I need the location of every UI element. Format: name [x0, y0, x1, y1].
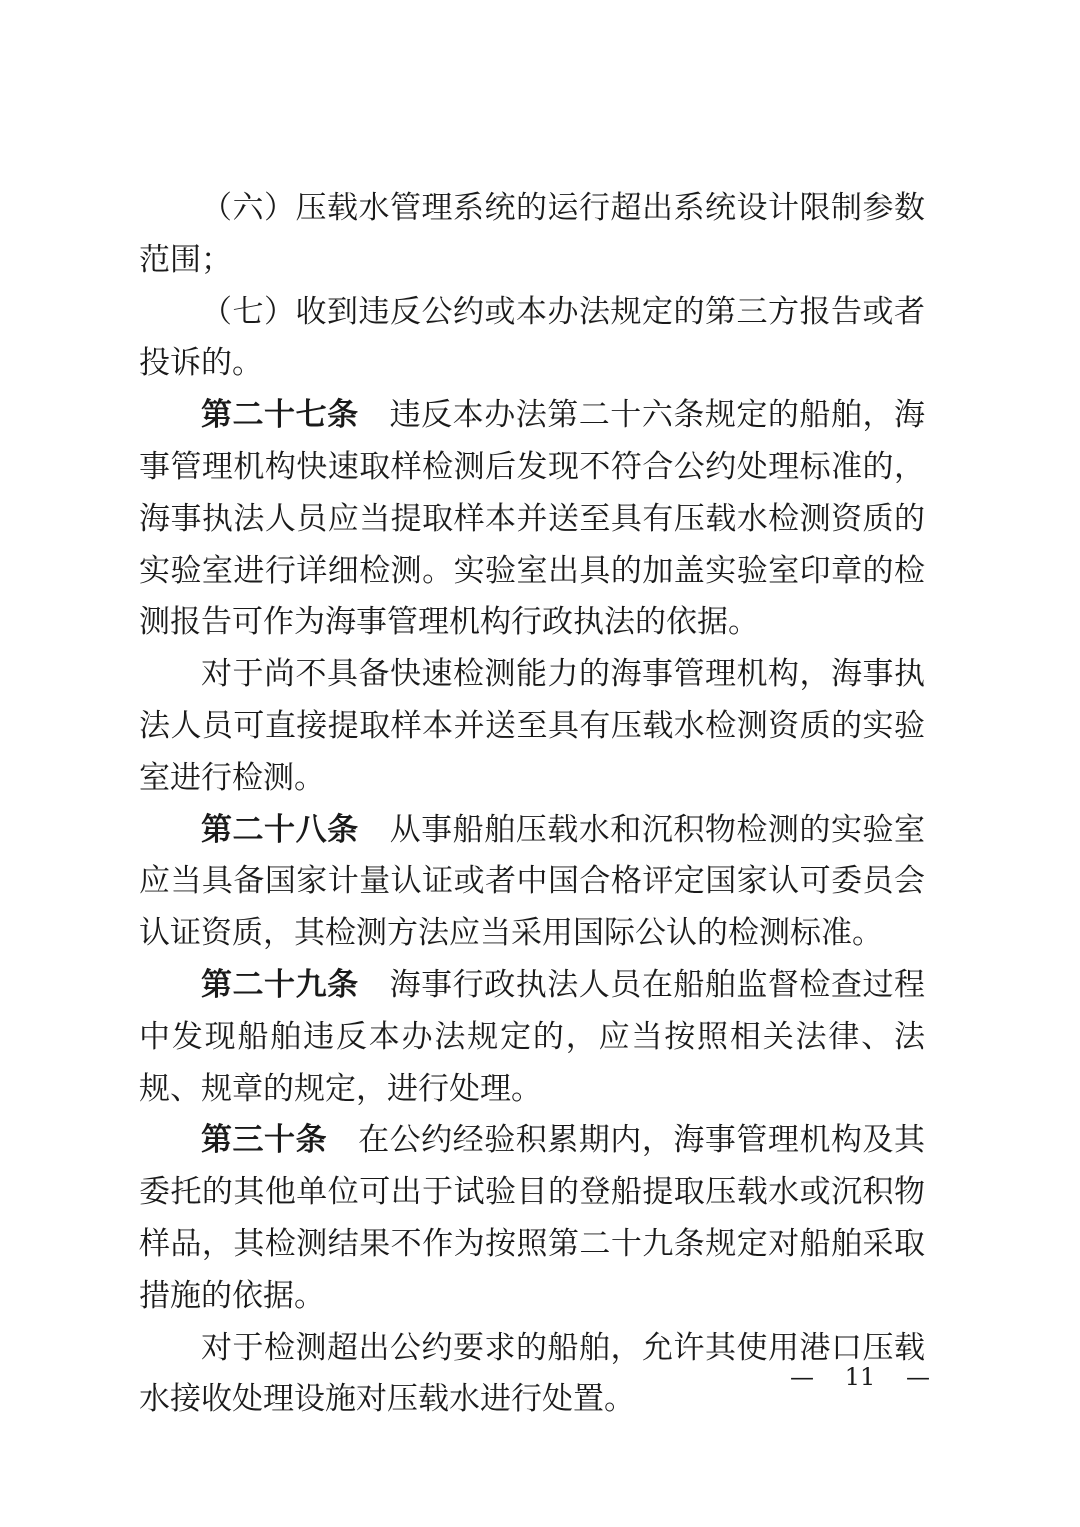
article-number: 第二十七条 — [201, 397, 359, 434]
page-body — [139, 183, 925, 1426]
list-item-7 — [139, 287, 925, 391]
article-number: 第二十九条 — [201, 966, 359, 1003]
paragraph-text: 违反本办法第二十六条规定的船舶，海事管理机构快速取样检测后发现不符合公约处理标准的，海事执法人员应当提取样本并送至具有压载水检测资质的实验室进行详细检测。实验室出具的加盖实验室印章的检测报告可作为海事管理机构行政执法的依据。 — [139, 397, 926, 641]
paragraph-text: 在公约经验积累期内，海事管理机构及其委托的其他单位可出于试验目的登船提取压载水或沉积物样品，其检测结果不作为按照第二十九条规定对船舶采取措施的依据。 — [139, 1122, 926, 1314]
article-number: 第二十八条 — [201, 811, 359, 848]
article-29 — [139, 960, 925, 1115]
paragraph-text: （六）压载水管理系统的运行超出系统设计限制参数范围； — [139, 190, 925, 278]
page-number: 11 — [844, 1363, 876, 1391]
article-number: 第三十条 — [201, 1122, 328, 1159]
article-30 — [139, 1115, 925, 1322]
article-27-paragraph-2 — [139, 649, 925, 804]
paragraph-text: （七）收到违反公约或本办法规定的第三方报告或者投诉的。 — [139, 293, 925, 382]
dash-right: — — [905, 1363, 930, 1391]
paragraph-text: 对于尚不具备快速检测能力的海事管理机构，海事执法人员可直接提取样本并送至具有压载水检测资质的实验室进行检测。 — [139, 656, 925, 796]
article-28 — [139, 805, 925, 960]
list-item-6 — [139, 183, 925, 287]
paragraph-text: 海事行政执法人员在船舶监督检查过程中发现船舶违反本办法规定的，应当按照相关法律、法规、规章的规定，进行处理。 — [139, 966, 926, 1107]
page-number-footer — [790, 1360, 930, 1394]
dash-left: — — [790, 1363, 814, 1391]
paragraph-text: 从事船舶压载水和沉积物检测的实验室应当具备国家计量认证或者中国合格评定国家认可委员会认证资质，其检测方法应当采用国际公认的检测标准。 — [139, 811, 926, 952]
article-27 — [139, 390, 925, 649]
paragraph-text: 对于检测超出公约要求的船舶，允许其使用港口压载水接收处理设施对压载水进行处置。 — [139, 1329, 925, 1418]
